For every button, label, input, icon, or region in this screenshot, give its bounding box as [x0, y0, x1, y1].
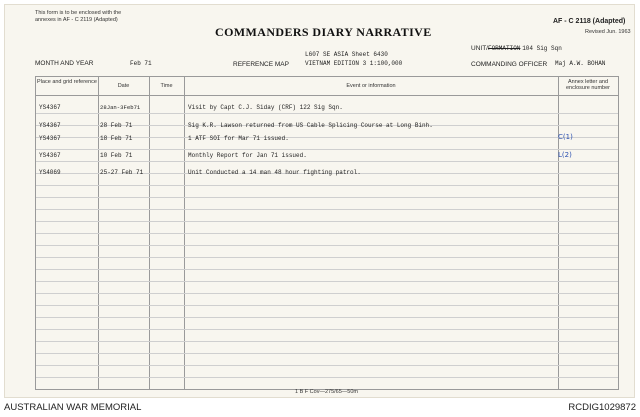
- ruled-line: [36, 353, 618, 354]
- ruled-line: [36, 161, 618, 162]
- ruled-line: [36, 221, 618, 222]
- row-date: 18 Feb 71: [100, 135, 133, 142]
- month-year-value: Feb 71: [130, 60, 152, 67]
- row-place: YS4367: [39, 135, 61, 142]
- diary-sheet: [4, 4, 635, 398]
- row-event: 1 ATF SOI for Mar 71 issued.: [188, 135, 289, 142]
- ruled-line: [36, 377, 618, 378]
- ruled-line: [36, 305, 618, 306]
- col-header-place: Place and grid reference: [37, 79, 97, 85]
- ruled-line: [36, 149, 618, 150]
- narrative-table: [35, 76, 619, 390]
- row-date: 28Jan-3Feb71: [100, 104, 141, 111]
- unit-value: 104 Sig Sqn: [522, 45, 562, 52]
- row-annex: C(1): [558, 133, 573, 141]
- col-header-time: Time: [160, 83, 173, 89]
- print-line: 1 B F Cov—275/65—50m: [295, 389, 358, 395]
- ruled-line: [36, 233, 618, 234]
- row-date: 10 Feb 71: [100, 152, 133, 159]
- enclosure-note-text: This form is to be enclosed with the annexes in AF - C 2119 (Adapted): [35, 10, 122, 23]
- enclosure-note: [35, 10, 133, 23]
- revised-date: Revised Jun. 1963: [585, 29, 631, 35]
- row-date: 25-27 Feb 71: [100, 169, 144, 176]
- row-event: Unit Conducted a 14 man 48 hour fighting patrol.: [188, 169, 361, 176]
- ruled-line: [36, 197, 618, 198]
- header-separator: [36, 95, 618, 96]
- month-year-label: MONTH AND YEAR: [35, 60, 94, 67]
- row-event: Monthly Report for Jan 71 issued.: [188, 152, 307, 159]
- ruled-line: [36, 293, 618, 294]
- row-place: YS4367: [39, 122, 61, 129]
- unit-struck: FORMATION: [487, 45, 521, 52]
- reference-map-label: REFERENCE MAP: [233, 61, 289, 68]
- form-number: AF - C 2118 (Adapted): [553, 18, 626, 25]
- co-label: COMMANDING OFFICER: [471, 61, 548, 68]
- row-place: YS4367: [39, 104, 61, 111]
- co-value: Maj A.W. BOHAN: [555, 60, 606, 67]
- ruled-line: [36, 317, 618, 318]
- footer-left: AUSTRALIAN WAR MEMORIAL: [4, 402, 142, 413]
- page-title: COMMANDERS DIARY NARRATIVE: [215, 25, 432, 39]
- row-date: 28 Feb 71: [100, 122, 133, 129]
- footer-right: RCDIG1029872: [568, 402, 636, 413]
- row-place: YS4367: [39, 152, 61, 159]
- ruled-line: [36, 341, 618, 342]
- ruled-line: [36, 257, 618, 258]
- ruled-line: [36, 281, 618, 282]
- reference-map-line1: L607 SE ASIA Sheet 6430: [305, 51, 388, 58]
- ruled-line: [36, 209, 618, 210]
- col-header-annex: Annex letter and enclosure number: [565, 79, 611, 92]
- ruled-line: [36, 269, 618, 270]
- ruled-line: [36, 113, 618, 114]
- col-header-date: Date: [117, 83, 130, 89]
- ruled-line: [36, 329, 618, 330]
- row-event: Visit by Capt C.J. Siday (CRF) 122 Sig Sqn.: [188, 104, 343, 111]
- ruled-line: [36, 245, 618, 246]
- ruled-line: [36, 365, 618, 366]
- unit-label: UNIT/: [471, 45, 488, 52]
- reference-map-line2: VIETNAM EDITION 3 1:100,000: [305, 60, 403, 67]
- ruled-line: [36, 185, 618, 186]
- row-annex: L(2): [558, 151, 572, 159]
- unit-field: [471, 45, 562, 52]
- col-header-event: Event or information: [346, 83, 396, 89]
- row-place: YS4069: [39, 169, 61, 176]
- row-event: Sig K.R. Lawson returned from US Cable Splicing Course at Long Binh.: [188, 122, 433, 129]
